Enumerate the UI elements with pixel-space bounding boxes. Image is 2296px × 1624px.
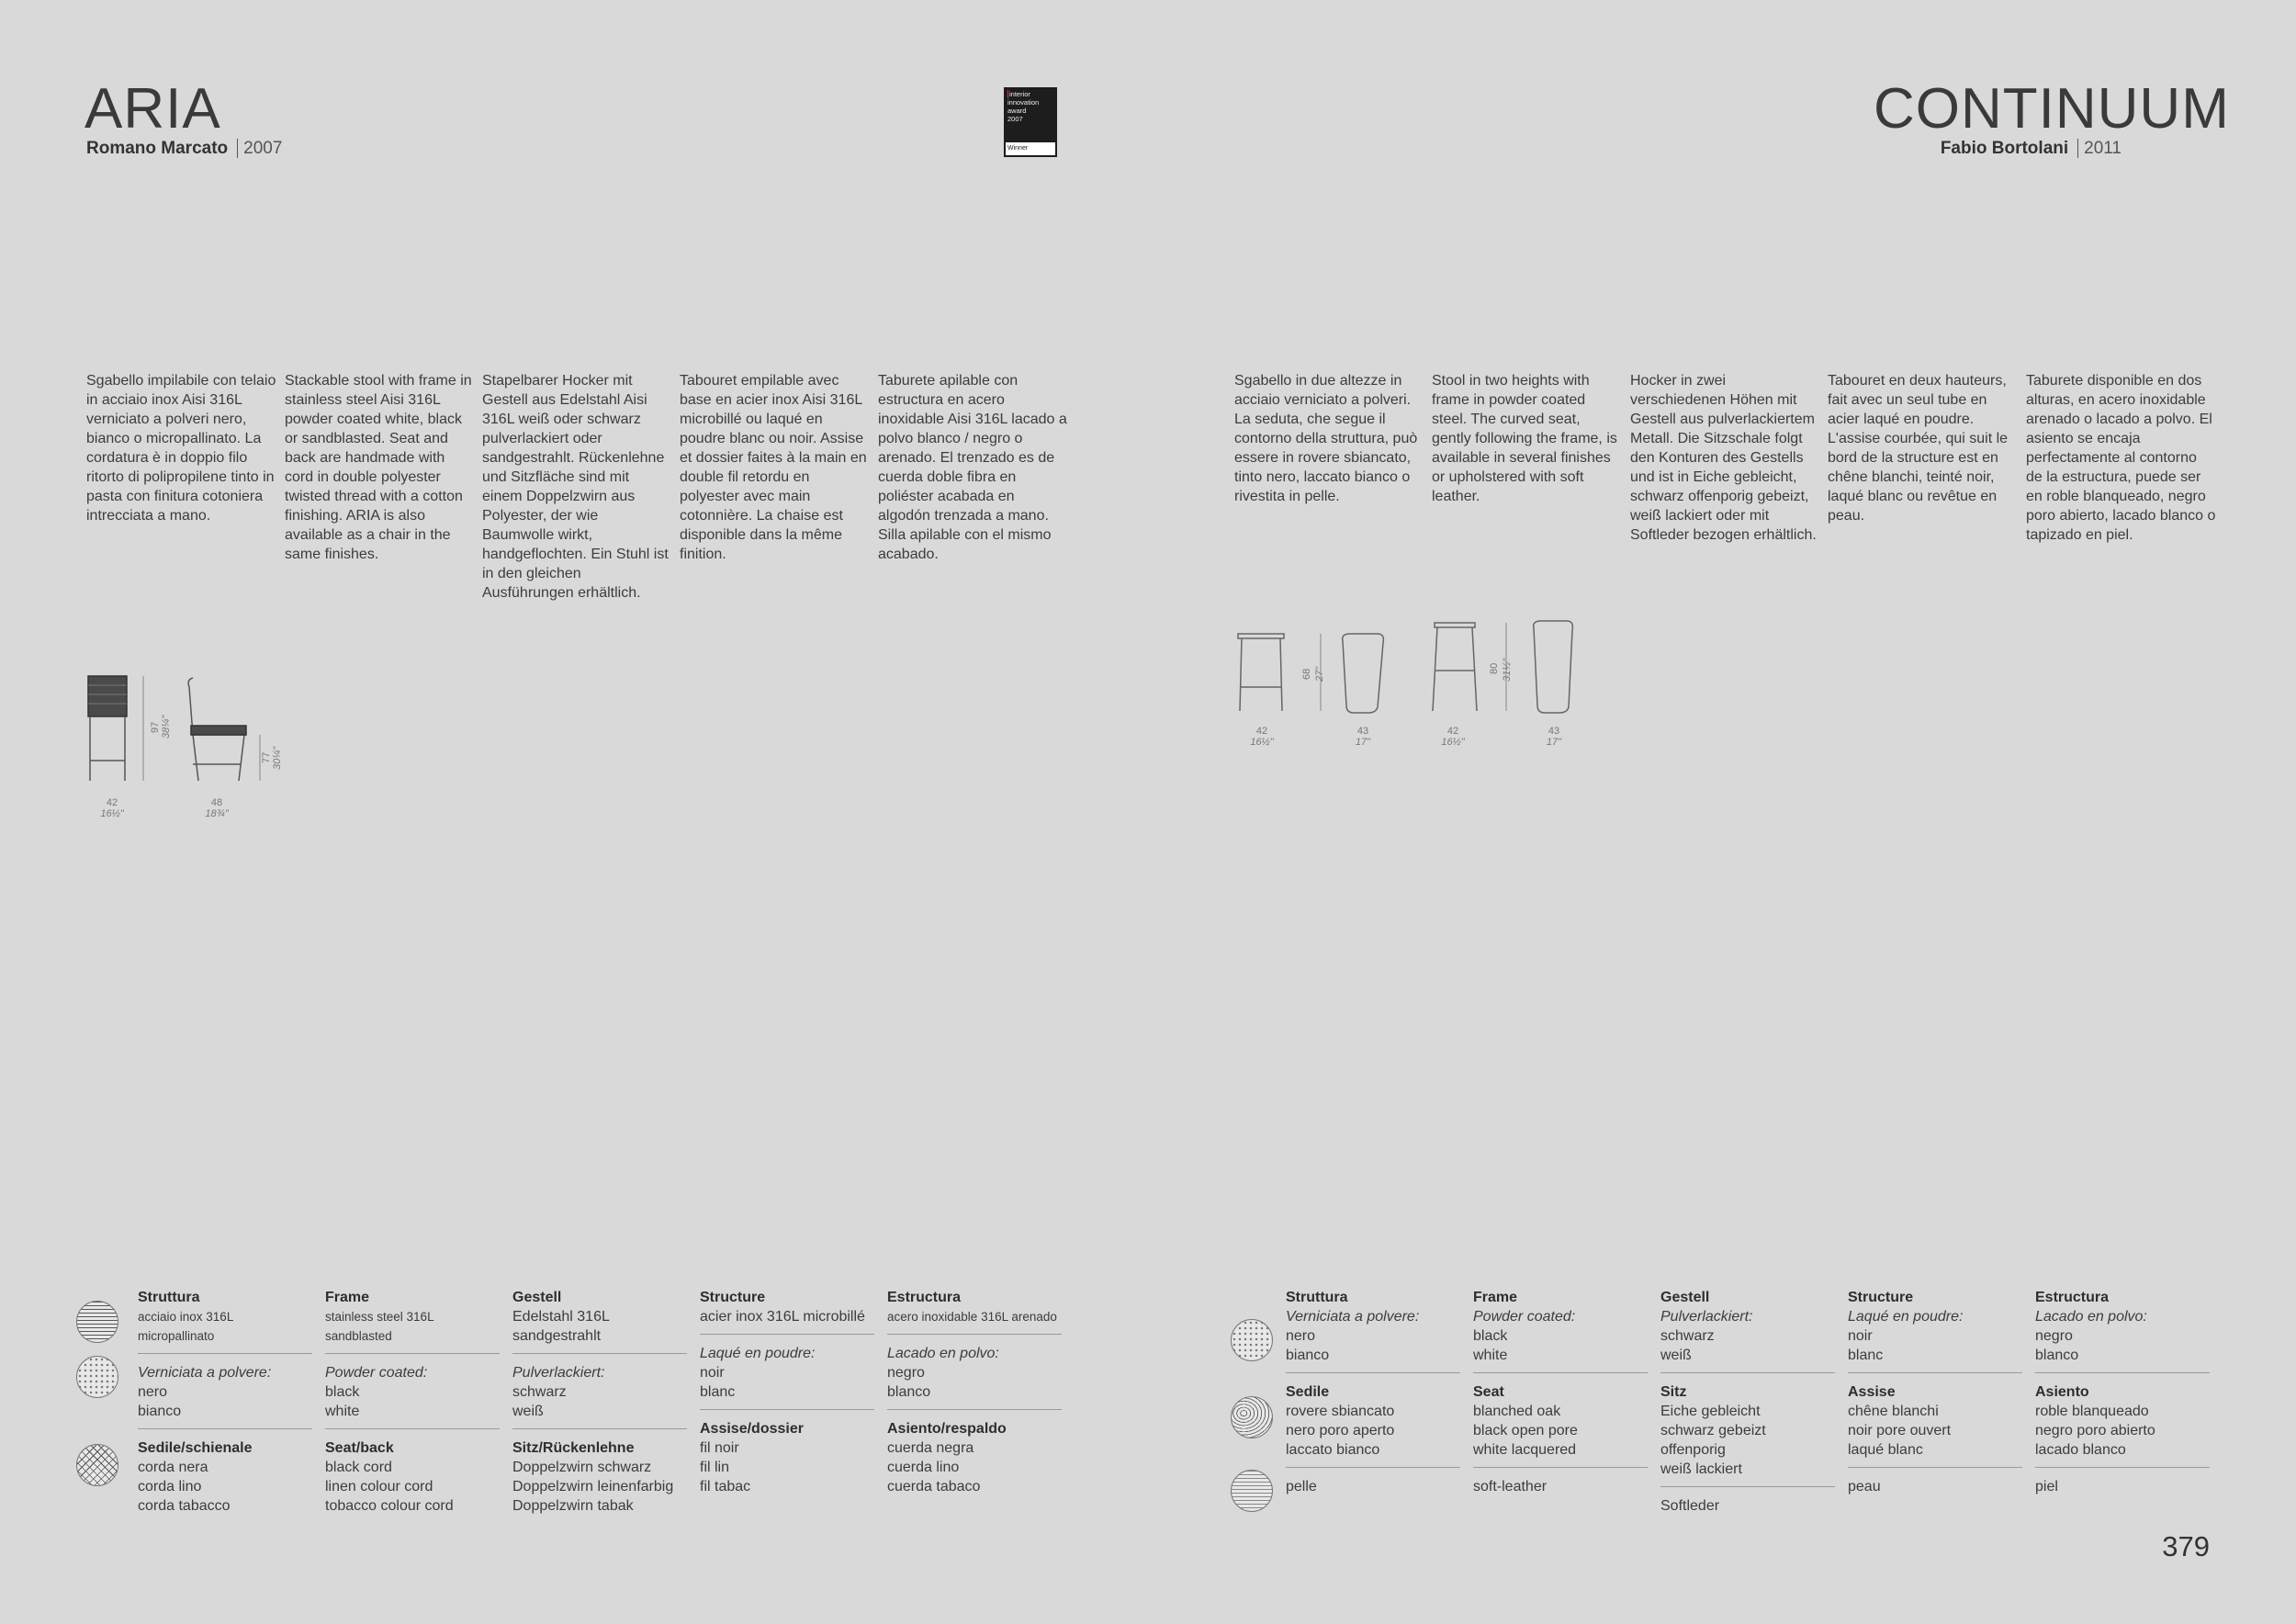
- designer-name: Fabio Bortolani: [1940, 139, 2069, 158]
- material-value: black cord: [325, 1460, 392, 1475]
- description-en: Stackable stool with frame in stainless steel Aisi 316L powder coated white, black or sandblasted. Seat and back are handmade with cord in double polyester twisted thread with a cotton finishing. ARIA is also available as a chair in the same finishes.: [285, 373, 472, 562]
- description-fr: Tabouret empilable avec base en acier inox Aisi 316L microbillé ou laqué en poudre blanc ou noir. Assise et dossier faites à la main en double fil retordu en polyester avec main cotonnière. La chaise est disponible dans la même finition.: [680, 373, 867, 562]
- materials-column-de: [512, 1288, 687, 1516]
- dim-height-77: 77: [261, 751, 272, 763]
- interior-innovation-award-badge: [1004, 87, 1057, 157]
- material-value: weiß: [512, 1404, 544, 1419]
- material-value: blanched oak: [1473, 1404, 1561, 1419]
- page-number: 379: [2162, 1530, 2210, 1562]
- material-value: noir: [700, 1365, 725, 1381]
- material-value: white: [325, 1404, 360, 1419]
- description-de: Stapelbarer Hocker mit Gestell aus Edelstahl Aisi 316L weiß oder schwarz pulverlackiert oder sandgestrahlt. Rückenlehne und Sitzfläche sind mit einem Doppelzwirn aus Polyester, der wie Baumwolle wirkt, handgeflochten. Ein Stuhl ist in den gleichen Ausführungen erhältlich.: [482, 373, 669, 601]
- material-value: nero poro aperto: [1286, 1423, 1395, 1438]
- material-heading: Seat/back: [325, 1440, 394, 1456]
- materials-column-en: [325, 1288, 500, 1516]
- continuum-high-stool-side-icon: [1534, 621, 1573, 713]
- dim-value: 42: [1255, 726, 1268, 737]
- material-value: fil tabac: [700, 1479, 751, 1494]
- continuum-low-stool-side-icon: [1343, 634, 1384, 713]
- material-heading: Structure: [700, 1290, 766, 1305]
- material-heading: Struttura: [1286, 1290, 1348, 1305]
- material-value: cuerda negra: [887, 1440, 974, 1456]
- material-value: schwarz gebeizt offenporig: [1660, 1423, 1766, 1458]
- material-heading: Gestell: [1660, 1290, 1710, 1305]
- materials-column-fr: [700, 1288, 874, 1496]
- material-value: peau: [1848, 1479, 1881, 1494]
- continuum-technical-drawing: [1231, 615, 1598, 726]
- award-winner-label: Winner: [1006, 142, 1055, 155]
- material-value: weiß: [1660, 1348, 1692, 1363]
- material-finish-label: Laqué en poudre:: [1848, 1309, 1964, 1325]
- material-heading: Sedile/schienale: [138, 1440, 253, 1456]
- material-value: tobacco colour cord: [325, 1498, 454, 1514]
- material-value: acero inoxidable 316L arenado: [887, 1310, 1057, 1324]
- material-value: cuerda lino: [887, 1460, 960, 1475]
- material-value: Doppelzwirn leinenfarbig: [512, 1479, 674, 1494]
- material-heading: Sedile: [1286, 1384, 1330, 1400]
- dim-height-80: 80: [1489, 662, 1500, 674]
- aria-front-view-icon: [88, 676, 127, 781]
- dim-height-68: 68: [1301, 668, 1312, 680]
- material-heading: Assise/dossier: [700, 1421, 804, 1437]
- award-line: innovation: [1007, 98, 1040, 107]
- material-value: Doppelzwirn schwarz: [512, 1460, 652, 1475]
- continuum-high-stool-front-icon: [1433, 623, 1477, 711]
- material-value: corda tabacco: [138, 1498, 231, 1514]
- materials-column-it: [138, 1288, 312, 1516]
- material-value: Doppelzwirn tabak: [512, 1498, 634, 1514]
- material-value: Softleder: [1660, 1498, 1720, 1514]
- material-value: fil lin: [700, 1460, 730, 1475]
- material-finish-label: Powder coated:: [325, 1365, 428, 1381]
- material-value: blanco: [887, 1384, 931, 1400]
- product-subtitle-continuum: [1874, 140, 2122, 157]
- material-heading: Seat: [1473, 1384, 1504, 1400]
- material-value: acciaio inox 316L micropallinato: [138, 1310, 233, 1343]
- material-value: linen colour cord: [325, 1479, 433, 1494]
- material-finish-label: Pulverlackiert:: [512, 1365, 605, 1381]
- designer-name: Romano Marcato: [86, 139, 229, 158]
- award-line: 2007: [1007, 115, 1023, 123]
- material-heading: Estructura: [887, 1290, 962, 1305]
- dim-height-77-in: 30¼": [272, 746, 283, 770]
- material-heading: Struttura: [138, 1290, 200, 1305]
- design-year: 2007: [237, 139, 282, 158]
- material-value: bianco: [1286, 1348, 1330, 1363]
- material-value: rovere sbiancato: [1286, 1404, 1395, 1419]
- material-value: noir: [1848, 1328, 1873, 1344]
- dim-width-42: [1425, 726, 1480, 748]
- material-value: white: [1473, 1348, 1508, 1363]
- description-en: Stool in two heights with frame in powder coated steel. The curved seat, gently following the frame, is available in several finishes or upholstered with soft leather.: [1432, 373, 1617, 504]
- materials-column-es: [887, 1288, 1062, 1496]
- description-es: Taburete disponible en dos alturas, en acero inoxidable arenado o lacado a polvo. El asiento se encaja perfectamente al contorno de la estructura, puede ser en roble blanqueado, negro poro abierto, lacado blanco o tapizado en piel.: [2026, 373, 2216, 543]
- dim-value-inches: 16½": [1250, 737, 1274, 748]
- swatch-wood-grain-icon: [1231, 1396, 1273, 1438]
- product-title-continuum: CONTINUUM: [1874, 77, 2230, 141]
- material-finish-label: Lacado en polvo:: [887, 1346, 999, 1361]
- description-it: Sgabello in due altezze in acciaio verniciato a polveri. La seduta, che segue il contorno della struttura, può essere in rovere sbiancato, tinto nero, laccato bianco o rivestita in pelle.: [1234, 373, 1418, 504]
- dim-width-43: [1335, 726, 1390, 748]
- dim-value-inches: 17": [1355, 737, 1371, 748]
- material-heading: Frame: [1473, 1290, 1518, 1305]
- material-value: nero: [1286, 1328, 1316, 1344]
- material-value: lacado blanco: [2035, 1442, 2126, 1458]
- award-line: interior: [1007, 90, 1053, 98]
- material-finish-label: Pulverlackiert:: [1660, 1309, 1753, 1325]
- dim-value: 48: [210, 797, 223, 808]
- material-value: corda lino: [138, 1479, 202, 1494]
- aria-side-view-icon: [188, 678, 246, 781]
- material-value: negro: [887, 1365, 925, 1381]
- material-value: stainless steel 316L sandblasted: [325, 1310, 434, 1343]
- material-value: chêne blanchi: [1848, 1404, 1939, 1419]
- material-finish-label: Verniciata a polvere:: [1286, 1309, 1420, 1325]
- material-finish-label: Lacado en polvo:: [2035, 1309, 2147, 1325]
- description-de: Hocker in zwei verschiedenen Höhen mit Gestell aus pulverlackiertem Metall. Die Sitzschale folgt den Konturen des Gestells und ist in Eiche gebleicht, schwarz offenporig gebeizt, weiß lackiert oder mit Softleder bezogen erhältlich.: [1630, 373, 1817, 543]
- material-heading: Estructura: [2035, 1290, 2110, 1305]
- dim-value: 43: [1548, 726, 1560, 737]
- design-year: 2011: [2077, 139, 2122, 158]
- material-value: black open pore: [1473, 1423, 1578, 1438]
- description-it: Sgabello impilabile con telaio in acciaio inox Aisi 316L verniciato a polveri nero, bianco o micropallinato. La cordatura è in doppio filo ritorto di polipropilene tinto in pasta con finitura cotoniera intrecciata a mano.: [86, 373, 276, 524]
- material-value: negro: [2035, 1328, 2073, 1344]
- swatch-powder-coated-icon: [1231, 1319, 1273, 1361]
- material-value: laccato bianco: [1286, 1442, 1380, 1458]
- material-value: noir pore ouvert: [1848, 1423, 1952, 1438]
- dim-value: 43: [1356, 726, 1369, 737]
- material-value: black: [325, 1384, 360, 1400]
- material-heading: Sitz: [1660, 1384, 1687, 1400]
- material-value: schwarz: [1660, 1328, 1715, 1344]
- material-heading: Asiento: [2035, 1384, 2089, 1400]
- dim-height-97: 97: [150, 721, 161, 733]
- material-value: acier inox 316L microbillé: [700, 1309, 865, 1325]
- material-heading: Gestell: [512, 1290, 562, 1305]
- dim-value-inches: 17": [1546, 737, 1562, 748]
- award-line: award: [1007, 107, 1027, 115]
- material-value: bianco: [138, 1404, 182, 1419]
- material-value: corda nera: [138, 1460, 208, 1475]
- material-heading: Assise: [1848, 1384, 1896, 1400]
- swatch-leather-icon: [1231, 1470, 1273, 1512]
- swatch-cord-icon: [76, 1444, 118, 1486]
- materials-column-it: [1286, 1288, 1460, 1496]
- material-value: Eiche gebleicht: [1660, 1404, 1761, 1419]
- material-value: blanco: [2035, 1348, 2079, 1363]
- material-value: piel: [2035, 1479, 2058, 1494]
- material-value: Edelstahl 316L sandgestrahlt: [512, 1309, 610, 1344]
- material-value: blanc: [1848, 1348, 1884, 1363]
- dim-value: 42: [106, 797, 118, 808]
- dim-value-inches: 16½": [100, 808, 124, 819]
- swatch-powder-coated-icon: [76, 1356, 118, 1398]
- materials-column-de: [1660, 1288, 1835, 1516]
- material-heading: Asiento/respaldo: [887, 1421, 1007, 1437]
- dim-width-42: [84, 797, 140, 819]
- material-value: schwarz: [512, 1384, 567, 1400]
- material-finish-label: Powder coated:: [1473, 1309, 1576, 1325]
- swatch-sandblasted-icon: [76, 1301, 118, 1343]
- description-fr: Tabouret en deux hauteurs, fait avec un seul tube en acier laqué en poudre. L'assise courbée, qui suit le bord de la structure est en chêne blanchi, teinté noir, laqué blanc ou revêtue en peau.: [1828, 373, 2009, 524]
- material-value: nero: [138, 1384, 168, 1400]
- continuum-low-stool-front-icon: [1238, 634, 1284, 711]
- dim-height-68-in: 27": [1314, 666, 1325, 682]
- product-subtitle-aria: [86, 140, 282, 157]
- material-value: negro poro abierto: [2035, 1423, 2155, 1438]
- material-value: pelle: [1286, 1479, 1317, 1494]
- material-value: fil noir: [700, 1440, 739, 1456]
- dim-value-inches: 16½": [1441, 737, 1465, 748]
- material-finish-label: Laqué en poudre:: [700, 1346, 816, 1361]
- dim-height-97-in: 38¼": [161, 715, 172, 739]
- material-value: soft-leather: [1473, 1479, 1548, 1494]
- material-heading: Sitz/Rückenlehne: [512, 1440, 635, 1456]
- material-finish-label: Verniciata a polvere:: [138, 1365, 272, 1381]
- description-es: Taburete apilable con estructura en acero inoxidable Aisi 316L lacado a polvo blanco / negro o arenado. El trenzado es de cuerda doble fibra en poliéster acabada en algodón trenzada a mano. Silla apilable con el mismo acabado.: [878, 373, 1067, 562]
- material-heading: Frame: [325, 1290, 370, 1305]
- material-value: white lacquered: [1473, 1442, 1577, 1458]
- material-value: black: [1473, 1328, 1508, 1344]
- dim-width-42: [1234, 726, 1289, 748]
- material-value: cuerda tabaco: [887, 1479, 981, 1494]
- product-title-aria: ARIA: [84, 77, 221, 141]
- material-value: blanc: [700, 1384, 736, 1400]
- dim-width-48: [189, 797, 244, 819]
- material-heading: Structure: [1848, 1290, 1914, 1305]
- material-value: laqué blanc: [1848, 1442, 1923, 1458]
- dim-value: 42: [1446, 726, 1459, 737]
- dim-width-43: [1526, 726, 1581, 748]
- material-value: roble blanqueado: [2035, 1404, 2149, 1419]
- materials-column-es: [2035, 1288, 2210, 1496]
- dim-value-inches: 18¾": [205, 808, 229, 819]
- materials-column-en: [1473, 1288, 1648, 1496]
- dim-height-80-in: 31½": [1502, 658, 1513, 682]
- materials-column-fr: [1848, 1288, 2022, 1496]
- material-value: weiß lackiert: [1660, 1461, 1742, 1477]
